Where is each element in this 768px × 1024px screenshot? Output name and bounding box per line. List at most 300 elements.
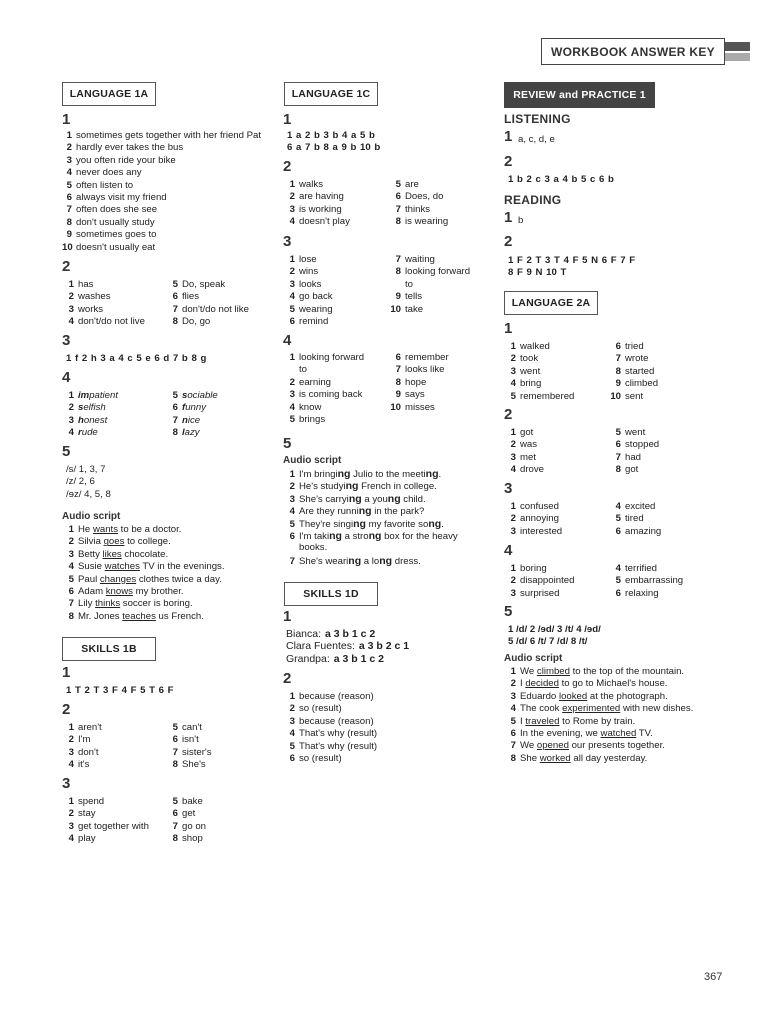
text-part: l (182, 427, 185, 439)
answer-text (299, 531, 458, 542)
reading-heading: READING (504, 193, 562, 207)
answer-text: started (625, 365, 655, 377)
answer-number: 6 (172, 808, 178, 820)
exercise-number: 5 (504, 603, 513, 620)
speaker-name: Grandpa: (286, 652, 330, 665)
answer-row (504, 501, 559, 513)
answer-number: 4 (289, 401, 295, 413)
answer-number: 8 (395, 266, 401, 278)
answer-number: 10 (390, 303, 401, 315)
answer-number: 3 (510, 451, 516, 463)
text-part: in the park? (371, 506, 425, 518)
text-part: I (520, 678, 526, 690)
exercise-number: 4 (62, 369, 71, 386)
text-part: soccer is boring. (120, 598, 193, 610)
answer-text: are having (299, 191, 344, 203)
answer-text: stopped (625, 439, 660, 451)
exercise-number: 1 (283, 111, 292, 128)
section-skills-1d: SKILLS 1D (284, 582, 378, 606)
answer-number: 3 (289, 278, 295, 290)
answer-row (609, 452, 641, 464)
answers-inline: 1 /d/ 2 /ɘd/ 3 /t/ 4 /ɘd/ (508, 624, 601, 635)
answer-text: got (520, 427, 534, 438)
answer-text: flies (182, 291, 200, 303)
page-number: 367 (704, 971, 723, 983)
answer-text: looking forward (299, 352, 365, 363)
answer-number: 3 (289, 389, 295, 401)
answer-row (283, 304, 333, 316)
answer-row (283, 753, 342, 765)
ng-sound: ng (329, 530, 342, 542)
text-part: to the top of the mountain. (569, 666, 685, 677)
answer-number: 6 (172, 734, 178, 746)
answer-text: wrote (625, 353, 649, 365)
answer-row (62, 402, 106, 414)
answer-text (299, 506, 424, 517)
text-part: to college. (124, 536, 171, 548)
exercise-number: 3 (62, 332, 71, 349)
exercise-number: 4 (504, 542, 513, 559)
answer-text (520, 666, 684, 677)
answer-number: 3 (289, 203, 295, 215)
answer-row (609, 341, 644, 353)
answer-number: 1 (510, 501, 516, 512)
answer-row (389, 279, 413, 291)
answers-inline: 6 a 7 b 8 a 9 b 10 b (287, 142, 381, 153)
speaker-name: Bianca: (286, 628, 322, 640)
answer-text: was (520, 439, 538, 451)
answer-number: 9 (395, 389, 401, 401)
text-part: I'm taki (299, 531, 330, 542)
answer-number: 1 (289, 254, 295, 265)
answer-row (62, 598, 193, 610)
answer-row (283, 703, 342, 715)
answer-text: has (78, 279, 94, 290)
answer-number: 2 (68, 734, 74, 746)
answer-row (283, 691, 374, 703)
answer-text (299, 469, 441, 480)
answer-row (389, 402, 435, 414)
answer-number: 1 (289, 469, 295, 480)
answer-number: 2 (68, 808, 74, 820)
verb-underlined: knows (105, 586, 133, 597)
answer-text (520, 691, 668, 702)
answer-text (78, 390, 118, 401)
answer-row (389, 216, 448, 228)
answer-row (504, 716, 635, 728)
answer-row (283, 279, 321, 291)
answer-row (609, 391, 643, 403)
answer-number: 1 (68, 279, 74, 290)
ng-sound: ng (387, 492, 401, 505)
answer-text: never does any (76, 167, 142, 179)
answer-text (78, 574, 222, 585)
answer-number: 6 (66, 192, 72, 203)
verb-underlined: wants (92, 524, 118, 535)
answer-text: spend (78, 796, 105, 807)
text-part: to Rome by train. (559, 715, 636, 727)
answer-number: 2 (289, 703, 295, 715)
answer-number: 7 (510, 740, 516, 752)
answer-number: 3 (510, 365, 516, 377)
answer-number: 1 (68, 524, 74, 535)
text-part: I'm bringi (299, 469, 338, 480)
answer-key-title: WORKBOOK ANSWER KEY (541, 38, 725, 65)
answers-inline: 1 a 2 b 3 b 4 a 5 b (287, 130, 375, 141)
answer-number: 5 (510, 715, 516, 727)
verb-underlined: goes (103, 536, 125, 548)
text-part: Adam (78, 586, 106, 597)
answer-text (520, 678, 667, 689)
answer-row (283, 493, 426, 506)
answer-number: 7 (395, 254, 401, 265)
answer-text: interested (520, 525, 563, 537)
answer-row (62, 229, 157, 241)
answer-text: surprised (520, 587, 560, 599)
answer-number: 7 (172, 303, 178, 315)
answer-text: get together with (78, 820, 149, 832)
answer-number: 3 (68, 820, 74, 832)
verb-underlined: teaches (122, 610, 156, 622)
answer-row (283, 191, 344, 203)
answer-number: 8 (510, 752, 516, 764)
answer-number: 1 (68, 722, 74, 733)
answer-text: embarrassing (625, 575, 684, 587)
answer-number: 6 (615, 525, 621, 537)
answer-number: 6 (289, 316, 295, 327)
text-part: Lily (78, 598, 96, 610)
answer-text: Do, go (182, 316, 211, 328)
answer-row (504, 427, 533, 439)
answer-text: you often ride your bike (76, 154, 176, 166)
answer-row (62, 747, 99, 759)
answer-text: go back (299, 291, 333, 303)
answer-number: 7 (66, 204, 72, 216)
ng-sound: ng (353, 517, 366, 530)
answer-row (283, 530, 458, 543)
answer-number: 6 (289, 531, 295, 542)
answer-row (166, 304, 249, 316)
answer-text: don't (78, 746, 99, 758)
answer-row (504, 563, 547, 575)
answer-row (166, 747, 212, 759)
answer-row (62, 130, 261, 142)
answer-row (62, 574, 222, 586)
text-part: She's weari (299, 555, 349, 567)
ng-sound: ng (358, 505, 372, 518)
text-part: She's carryi (299, 493, 349, 505)
answer-text (520, 740, 665, 751)
answer-row (389, 377, 426, 389)
answer-text: because (reason) (299, 715, 374, 727)
answers-inline: b (518, 215, 524, 226)
answer-row (62, 316, 145, 328)
speaker-answer-row (286, 640, 409, 652)
answers-inline: 1 F 2 T 3 T 4 F 5 N 6 F 7 F (508, 255, 636, 266)
answer-number: 8 (172, 833, 178, 845)
answer-row (504, 378, 541, 390)
answer-text: tried (625, 341, 644, 352)
text-part: r (78, 427, 82, 439)
text-part: unny (185, 402, 207, 414)
answer-row (283, 364, 307, 376)
answer-text: so (result) (299, 703, 342, 715)
answer-number: 6 (615, 587, 621, 599)
answer-text: to (405, 278, 414, 290)
answer-number: 8 (172, 759, 178, 771)
exercise-number: 5 (283, 435, 292, 452)
text-part: books. (299, 542, 328, 554)
answer-row (283, 728, 377, 740)
answer-number: 6 (68, 586, 74, 597)
answer-row (62, 561, 225, 573)
answer-text: can't (182, 722, 202, 733)
answer-text: stay (78, 808, 96, 820)
text-part: TV. (636, 728, 653, 739)
exercise-number: 2 (504, 153, 513, 170)
answer-text: climbed (625, 378, 659, 390)
answer-text (299, 556, 421, 567)
answer-number: 5 (289, 740, 295, 752)
answer-row (62, 415, 107, 427)
answer-number: 3 (68, 303, 74, 315)
answer-row (166, 402, 206, 414)
text-part: n (182, 414, 188, 426)
answer-text (520, 716, 635, 727)
exercise-number: 2 (504, 406, 513, 423)
answer-row (62, 390, 118, 402)
answer-row (389, 191, 443, 203)
answer-row (389, 304, 423, 316)
answer-number: 4 (289, 728, 295, 740)
exercise-number: 2 (62, 258, 71, 275)
answer-number: 4 (510, 378, 516, 390)
answer-text: take (405, 303, 424, 315)
exercise-number: 2 (283, 158, 292, 175)
answer-row (504, 588, 559, 600)
answers-inline: 1 T 2 T 3 F 4 F 5 T 6 F (66, 685, 174, 696)
answer-text: went (625, 427, 646, 438)
answer-row (62, 536, 171, 548)
answer-text: walked (520, 341, 550, 352)
answer-number: 6 (395, 191, 401, 203)
answer-number: 1 (68, 390, 74, 401)
answer-text (182, 402, 206, 413)
text-part: Mr. Jones (78, 610, 123, 622)
answer-row (62, 279, 93, 291)
answer-number: 3 (510, 690, 516, 702)
exercise-number: 3 (62, 775, 71, 792)
answer-row (283, 716, 374, 728)
answer-row (609, 378, 658, 390)
answer-row (283, 518, 444, 531)
answer-text (78, 415, 107, 426)
text-part: Are they runni (299, 506, 359, 518)
answer-text: hope (405, 376, 427, 388)
answer-number: 3 (68, 548, 74, 560)
answers-inline: 5 /d/ 6 /t/ 7 /d/ 8 /t/ (508, 636, 588, 647)
answer-number: 7 (68, 598, 74, 610)
answer-number: 7 (289, 555, 295, 567)
text-part: He (78, 524, 93, 535)
answer-row (166, 833, 203, 845)
answer-row (389, 364, 444, 376)
answer-number: 6 (172, 402, 178, 414)
exercise-number: 1 (504, 128, 513, 145)
text-part: a lo (361, 555, 380, 567)
answer-text: is coming back (299, 389, 363, 401)
answer-row (504, 464, 544, 476)
text-part: ice (187, 414, 201, 426)
audio-script-label: Audio script (62, 511, 121, 522)
answer-row (283, 179, 323, 191)
answer-text (78, 427, 98, 438)
answer-text: it's (78, 759, 90, 771)
answer-row (609, 366, 654, 378)
text-part: They're singi (299, 518, 354, 530)
answer-text (78, 549, 168, 560)
answer-row (166, 759, 206, 771)
answer-text: is wearing (405, 216, 449, 228)
header-tab-dark (725, 42, 750, 51)
ng-sound: ng (379, 554, 393, 567)
answer-text: looking forward (405, 266, 471, 278)
answer-text: tells (405, 291, 423, 303)
answer-text: bring (520, 378, 542, 390)
answer-row (166, 821, 206, 833)
answer-row (389, 204, 430, 216)
answer-row (609, 513, 644, 525)
answer-number: 2 (68, 402, 74, 414)
answer-text: met (520, 451, 536, 463)
listening-heading: LISTENING (504, 112, 571, 126)
answer-text: misses (405, 401, 435, 413)
answer-text (78, 402, 106, 413)
answer-number: 5 (395, 179, 401, 190)
answer-text (299, 542, 327, 553)
answer-text: shop (182, 833, 203, 845)
answer-text: lose (299, 254, 317, 265)
answer-row (504, 353, 538, 365)
text-part: my brother. (132, 586, 184, 597)
section-skills-1b: SKILLS 1B (62, 637, 156, 661)
answer-number: 7 (615, 451, 621, 463)
answer-row (166, 316, 210, 328)
text-part: French in college. (358, 481, 437, 493)
exercise-number: 2 (504, 233, 513, 250)
answer-number: 2 (66, 142, 72, 154)
verb-underlined: worked (539, 752, 571, 764)
answer-number: 1 (289, 179, 295, 190)
answer-number: 4 (289, 216, 295, 228)
audio-script-label: Audio script (504, 653, 563, 664)
text-part: at the photograph. (587, 690, 668, 702)
answer-row (166, 291, 199, 303)
answer-number: 4 (615, 563, 621, 574)
audio-script-label: Audio script (283, 455, 342, 466)
text-part: Susie (78, 561, 105, 573)
speaker-name: Clara Fuentes: (286, 640, 355, 653)
answer-text (78, 586, 184, 597)
answer-row (62, 304, 103, 316)
answer-row (283, 555, 421, 568)
text-part: child. (400, 493, 426, 505)
answer-number: 7 (395, 203, 401, 215)
answer-row (389, 389, 425, 401)
text-part: patient (89, 390, 119, 401)
answer-text: sometimes gets together with her friend Pat (76, 130, 262, 141)
answer-number: 7 (172, 746, 178, 758)
answer-number: 8 (615, 464, 621, 476)
answer-number: 3 (66, 154, 72, 166)
answer-number: 3 (68, 746, 74, 758)
ng-sound: ng (428, 517, 442, 530)
answer-text: looks (299, 278, 322, 290)
verb-underlined: traveled (525, 715, 560, 727)
answer-number: 2 (289, 376, 295, 388)
section-language-1a: LANGUAGE 1A (62, 82, 156, 106)
answer-text (78, 524, 181, 535)
answer-row (166, 808, 195, 820)
answer-text: don't/do not live (78, 316, 145, 328)
text-part: Betty (78, 548, 103, 560)
speaker-answers: a 3 b 1 c 2 (333, 652, 384, 665)
answer-row (166, 415, 200, 427)
answer-row (62, 217, 155, 229)
answer-number: 2 (289, 266, 295, 278)
answer-text: get (182, 808, 196, 820)
answer-number: 9 (66, 229, 72, 241)
exercise-number: 5 (62, 443, 71, 460)
answer-text: wearing (299, 303, 333, 315)
answer-number: 2 (510, 353, 516, 365)
answer-text (520, 703, 693, 714)
verb-underlined: changes (99, 573, 137, 585)
answer-number: 7 (172, 820, 178, 832)
answer-row (62, 155, 176, 167)
text-part: ociable (187, 390, 218, 401)
answer-number: 3 (68, 414, 74, 426)
phoneme-row: /s/ 1, 3, 7 (66, 464, 106, 475)
text-part: box for the heavy (381, 531, 458, 542)
answer-number: 2 (510, 513, 516, 525)
answer-text: is working (299, 203, 342, 215)
answer-number: 2 (68, 291, 74, 303)
answer-row (609, 427, 645, 439)
answer-number: 8 (172, 427, 178, 439)
answer-row (62, 204, 157, 216)
answer-text: That's why (result) (299, 728, 378, 740)
answer-text: remind (299, 316, 329, 327)
answer-number: 1 (289, 691, 295, 702)
answers-inline: a, c, d, e (518, 134, 555, 145)
answer-row (504, 452, 536, 464)
answer-text: disappointed (520, 575, 575, 587)
answer-number: 5 (68, 573, 74, 585)
answer-number: 4 (66, 167, 72, 179)
answer-number: 7 (615, 353, 621, 365)
verb-underlined: looked (558, 690, 588, 702)
exercise-number: 1 (62, 111, 71, 128)
text-part: She (520, 752, 540, 764)
answer-text: earning (299, 376, 332, 388)
answer-text: sister's (182, 746, 212, 758)
answer-row (62, 291, 111, 303)
answer-row (283, 266, 318, 278)
answer-text: says (405, 389, 425, 401)
answer-text: wins (299, 266, 319, 278)
answer-row (62, 808, 96, 820)
